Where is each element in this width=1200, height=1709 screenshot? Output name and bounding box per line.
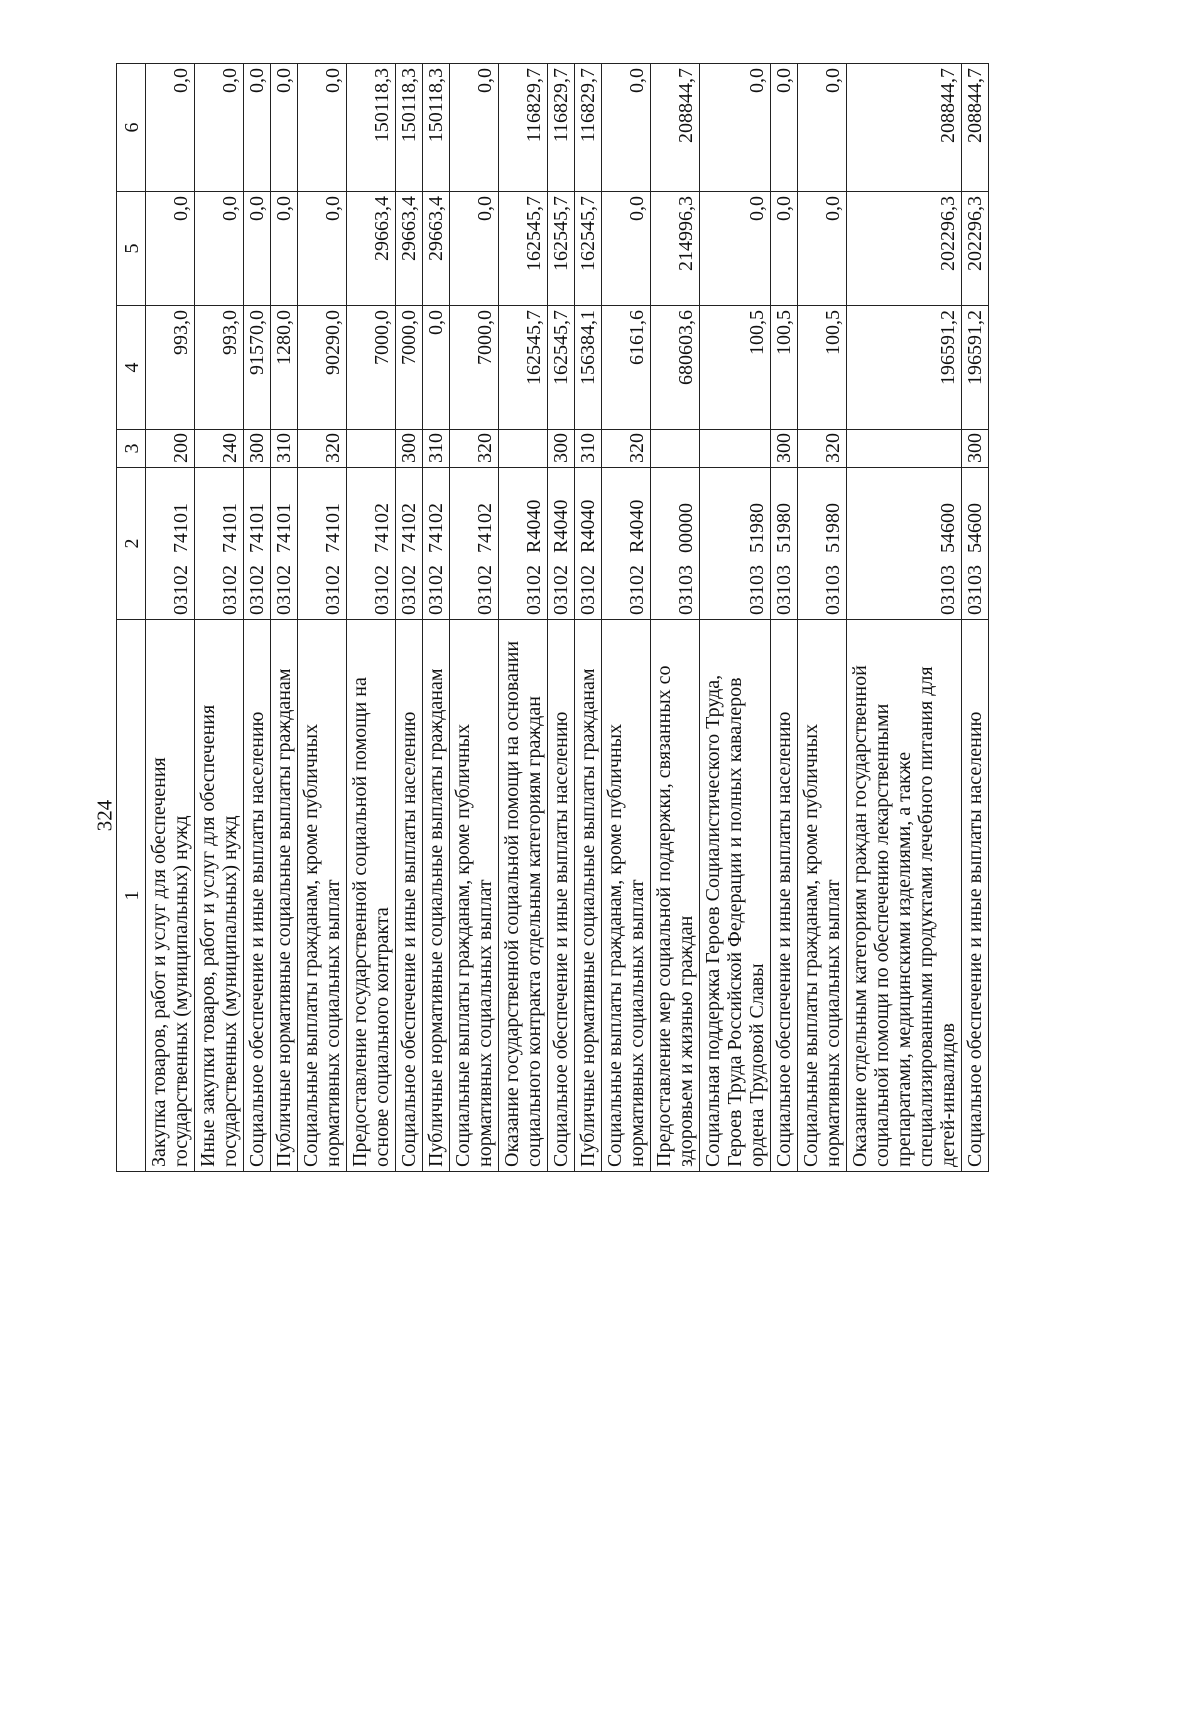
row-value-v4: 196591,2	[847, 306, 962, 430]
row-code-program: 03102	[371, 565, 393, 615]
row-code-direction: R4040	[626, 499, 648, 553]
row-code-program: 03102	[322, 565, 344, 615]
row-expense-type	[651, 430, 700, 468]
table-row	[798, 64, 847, 1172]
row-name: Закупка товаров, работ и услуг для обеспечения государственных (муниципальных) нужд	[146, 620, 195, 1172]
row-value-v4: 100,5	[771, 306, 798, 430]
row-code	[298, 468, 347, 620]
table-row	[450, 64, 499, 1172]
row-value-v4: 156384,1	[575, 306, 602, 430]
table-row	[847, 64, 962, 1172]
row-code-program: 03102	[626, 565, 648, 615]
row-value-v6: 0,0	[195, 64, 244, 192]
row-name: Социальное обеспечение и иные выплаты населению	[396, 620, 423, 1172]
row-value-v5: 162545,7	[575, 192, 602, 306]
row-expense-type: 310	[423, 430, 450, 468]
row-code-direction: 51980	[773, 503, 795, 553]
row-value-v6: 208844,7	[962, 64, 989, 192]
header-col-1: 1	[117, 620, 146, 1172]
rotated-table-container	[116, 64, 986, 1172]
row-code	[244, 468, 271, 620]
row-value-v4: 0,0	[423, 306, 450, 430]
row-code-program: 03103	[964, 565, 986, 615]
row-name: Предоставление государственной социальной помощи на основе социального контракта	[347, 620, 396, 1172]
row-expense-type: 300	[396, 430, 423, 468]
header-col-2: 2	[117, 468, 146, 620]
row-code-program: 03103	[746, 565, 768, 615]
row-name: Публичные нормативные социальные выплаты гражданам	[575, 620, 602, 1172]
row-value-v4: 6161,6	[602, 306, 651, 430]
row-name: Социальные выплаты гражданам, кроме публичных нормативных социальных выплат	[298, 620, 347, 1172]
row-code-direction: 51980	[746, 503, 768, 553]
row-value-v6: 116829,7	[548, 64, 575, 192]
row-code	[962, 468, 989, 620]
row-code-direction: 74102	[425, 503, 447, 553]
row-code	[271, 468, 298, 620]
row-code-program: 03102	[219, 565, 241, 615]
row-expense-type: 310	[575, 430, 602, 468]
row-value-v6: 0,0	[271, 64, 298, 192]
row-code-program: 03102	[398, 565, 420, 615]
row-code	[347, 468, 396, 620]
row-value-v6: 0,0	[298, 64, 347, 192]
row-expense-type: 240	[195, 430, 244, 468]
table-row	[771, 64, 798, 1172]
row-value-v6: 116829,7	[499, 64, 548, 192]
row-value-v4: 7000,0	[396, 306, 423, 430]
table-row	[146, 64, 195, 1172]
row-value-v4: 162545,7	[548, 306, 575, 430]
row-code-direction: 74102	[474, 503, 496, 553]
row-value-v6: 0,0	[602, 64, 651, 192]
row-expense-type: 300	[771, 430, 798, 468]
row-code-direction: 51980	[822, 503, 844, 553]
row-code	[423, 468, 450, 620]
row-name: Иные закупки товаров, работ и услуг для обеспечения государственных (муниципальных) нужд	[195, 620, 244, 1172]
row-code-direction: 74102	[398, 503, 420, 553]
row-name: Социальное обеспечение и иные выплаты населению	[962, 620, 989, 1172]
row-code	[146, 468, 195, 620]
row-code	[195, 468, 244, 620]
row-code-direction: 74101	[273, 503, 295, 553]
table-row	[700, 64, 771, 1172]
row-code	[396, 468, 423, 620]
row-value-v6: 0,0	[146, 64, 195, 192]
row-name: Публичные нормативные социальные выплаты гражданам	[271, 620, 298, 1172]
row-value-v6: 150118,3	[423, 64, 450, 192]
page-number: 324	[92, 799, 117, 832]
row-value-v4: 90290,0	[298, 306, 347, 430]
table-row	[347, 64, 396, 1172]
row-code-direction: 54600	[937, 503, 959, 553]
row-value-v6: 208844,7	[651, 64, 700, 192]
row-code-program: 03102	[550, 565, 572, 615]
table-row	[575, 64, 602, 1172]
row-code	[771, 468, 798, 620]
table-row	[423, 64, 450, 1172]
row-value-v5: 0,0	[195, 192, 244, 306]
row-code-direction: 00000	[675, 503, 697, 553]
row-code-direction: 74101	[170, 503, 192, 553]
row-name: Социальное обеспечение и иные выплаты населению	[244, 620, 271, 1172]
row-expense-type: 300	[244, 430, 271, 468]
row-code	[548, 468, 575, 620]
row-code	[700, 468, 771, 620]
row-expense-type: 300	[962, 430, 989, 468]
row-value-v5: 29663,4	[423, 192, 450, 306]
row-value-v5: 29663,4	[396, 192, 423, 306]
row-code-program: 03102	[523, 565, 545, 615]
row-value-v5: 202296,3	[962, 192, 989, 306]
header-col-6: 6	[117, 64, 146, 192]
row-value-v5: 0,0	[244, 192, 271, 306]
row-expense-type	[499, 430, 548, 468]
budget-table	[116, 63, 989, 1172]
row-code-direction: R4040	[523, 499, 545, 553]
row-value-v5: 0,0	[271, 192, 298, 306]
row-code-direction: 74101	[322, 503, 344, 553]
row-value-v5: 0,0	[450, 192, 499, 306]
row-code-program: 03103	[937, 565, 959, 615]
table-row	[962, 64, 989, 1172]
row-code	[847, 468, 962, 620]
row-expense-type: 320	[602, 430, 651, 468]
row-value-v4: 680603,6	[651, 306, 700, 430]
row-code-program: 03103	[773, 565, 795, 615]
header-col-3: 3	[117, 430, 146, 468]
row-name: Оказание государственной социальной помощи на основании социального контракта отдельным категориям граждан	[499, 620, 548, 1172]
row-expense-type: 320	[450, 430, 499, 468]
row-expense-type: 320	[298, 430, 347, 468]
table-body	[146, 64, 989, 1172]
row-code-program: 03102	[246, 565, 268, 615]
row-value-v5: 0,0	[798, 192, 847, 306]
table-row	[271, 64, 298, 1172]
row-expense-type: 200	[146, 430, 195, 468]
header-col-4: 4	[117, 306, 146, 430]
row-code-direction: 74102	[371, 503, 393, 553]
table-row	[298, 64, 347, 1172]
table-row	[195, 64, 244, 1172]
row-name: Социальные выплаты гражданам, кроме публичных нормативных социальных выплат	[602, 620, 651, 1172]
row-code-program: 03102	[474, 565, 496, 615]
row-code-direction: 74101	[219, 503, 241, 553]
row-value-v6: 150118,3	[347, 64, 396, 192]
row-value-v4: 7000,0	[347, 306, 396, 430]
row-value-v4: 100,5	[700, 306, 771, 430]
row-value-v5: 0,0	[771, 192, 798, 306]
row-value-v4: 993,0	[146, 306, 195, 430]
row-name: Социальная поддержка Героев Социалистического Труда, Героев Труда Российской Федерации и полных кавалеров ордена Трудовой Славы	[700, 620, 771, 1172]
row-code-program: 03103	[675, 565, 697, 615]
header-col-5: 5	[117, 192, 146, 306]
row-code-direction: 74101	[246, 503, 268, 553]
table-row	[499, 64, 548, 1172]
table-header-row	[117, 64, 146, 1172]
row-name: Предоставление мер социальной поддержки, связанных со здоровьем и жизнью граждан	[651, 620, 700, 1172]
row-value-v5: 29663,4	[347, 192, 396, 306]
row-value-v4: 91570,0	[244, 306, 271, 430]
row-value-v4: 100,5	[798, 306, 847, 430]
row-name: Оказание отдельным категориям граждан государственной социальной помощи по обеспечению лекарственными препаратами, медицинскими изделиями, а также специализированными продуктами лечебного питания для детей-инвалидов	[847, 620, 962, 1172]
table-row	[244, 64, 271, 1172]
table-row	[602, 64, 651, 1172]
row-code-program: 03102	[577, 565, 599, 615]
row-value-v6: 150118,3	[396, 64, 423, 192]
row-expense-type: 300	[548, 430, 575, 468]
row-name: Публичные нормативные социальные выплаты гражданам	[423, 620, 450, 1172]
row-expense-type	[847, 430, 962, 468]
table-row	[396, 64, 423, 1172]
row-code-program: 03102	[425, 565, 447, 615]
row-name: Социальные выплаты гражданам, кроме публичных нормативных социальных выплат	[450, 620, 499, 1172]
row-value-v6: 116829,7	[575, 64, 602, 192]
row-expense-type	[700, 430, 771, 468]
row-value-v5: 162545,7	[499, 192, 548, 306]
row-value-v4: 162545,7	[499, 306, 548, 430]
row-expense-type: 310	[271, 430, 298, 468]
row-code	[651, 468, 700, 620]
row-value-v4: 1280,0	[271, 306, 298, 430]
row-value-v4: 196591,2	[962, 306, 989, 430]
table-row	[651, 64, 700, 1172]
row-value-v5: 0,0	[146, 192, 195, 306]
row-value-v5: 202296,3	[847, 192, 962, 306]
row-value-v5: 162545,7	[548, 192, 575, 306]
row-value-v6: 0,0	[771, 64, 798, 192]
row-value-v5: 0,0	[602, 192, 651, 306]
row-code	[499, 468, 548, 620]
row-code-direction: 54600	[964, 503, 986, 553]
row-value-v6: 0,0	[798, 64, 847, 192]
row-value-v4: 993,0	[195, 306, 244, 430]
row-value-v6: 208844,7	[847, 64, 962, 192]
row-code	[602, 468, 651, 620]
row-value-v5: 214996,3	[651, 192, 700, 306]
row-value-v6: 0,0	[244, 64, 271, 192]
row-code-program: 03102	[273, 565, 295, 615]
row-value-v4: 7000,0	[450, 306, 499, 430]
row-expense-type	[347, 430, 396, 468]
row-value-v5: 0,0	[700, 192, 771, 306]
row-code-program: 03102	[170, 565, 192, 615]
row-expense-type: 320	[798, 430, 847, 468]
row-code-direction: R4040	[577, 499, 599, 553]
row-name: Социальное обеспечение и иные выплаты населению	[771, 620, 798, 1172]
row-value-v6: 0,0	[700, 64, 771, 192]
row-code	[450, 468, 499, 620]
row-code-direction: R4040	[550, 499, 572, 553]
row-code	[575, 468, 602, 620]
row-code-program: 03103	[822, 565, 844, 615]
table-row	[548, 64, 575, 1172]
row-value-v5: 0,0	[298, 192, 347, 306]
row-name: Социальные выплаты гражданам, кроме публичных нормативных социальных выплат	[798, 620, 847, 1172]
row-value-v6: 0,0	[450, 64, 499, 192]
row-code	[798, 468, 847, 620]
row-name: Социальное обеспечение и иные выплаты населению	[548, 620, 575, 1172]
